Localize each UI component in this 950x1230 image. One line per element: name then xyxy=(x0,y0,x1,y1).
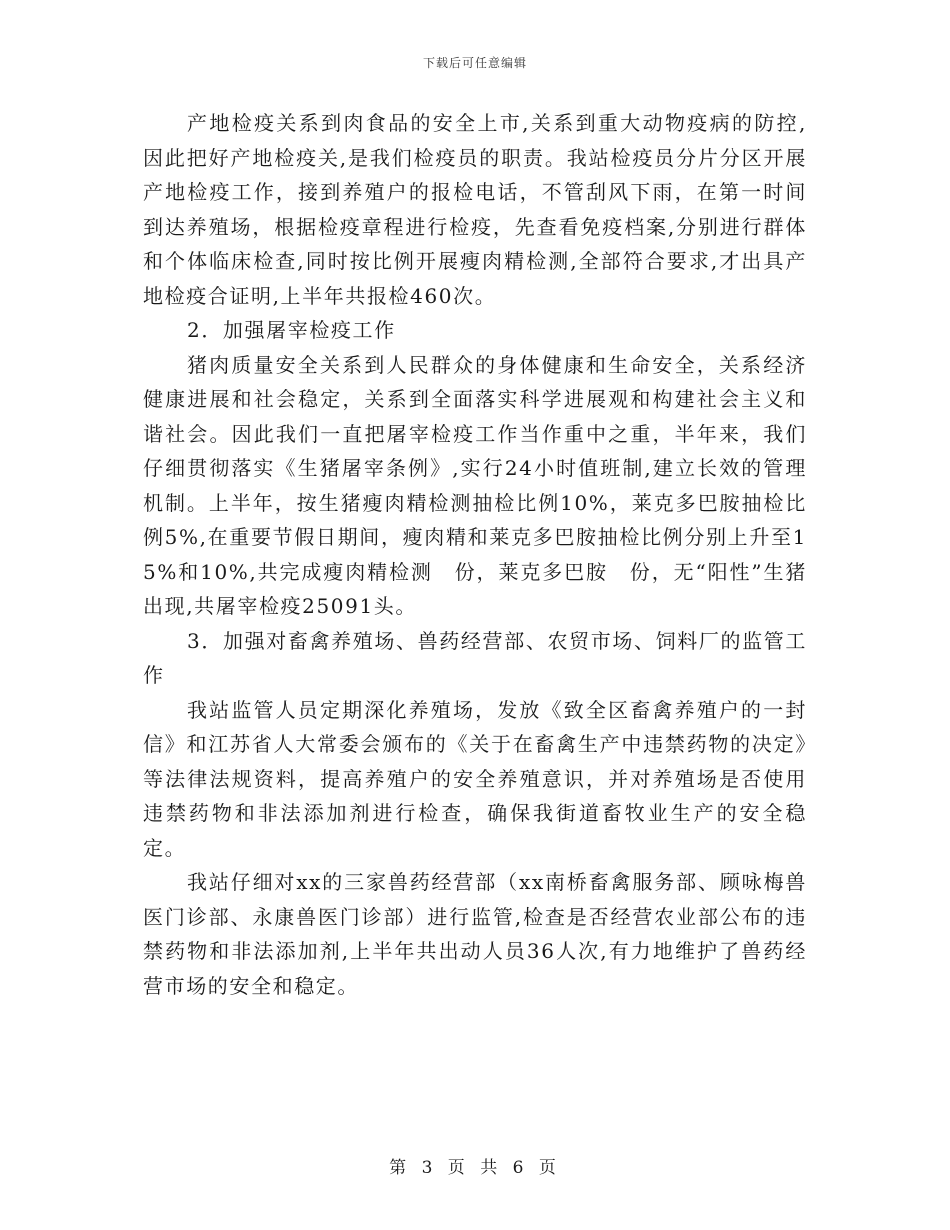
paragraph-origin-quarantine: 产地检疫关系到肉食品的安全上市,关系到重大动物疫病的防控,因此把好产地检疫关,是我们检疫员的职责。我站检疫员分片分区开展产地检疫工作，接到养殖户的报检电话，不管刮风下雨，在第一时间到达养殖场，根据检疫章程进行检疫，先查看免疫档案,分别进行群体和个体临床检查,同时按比例开展瘦肉精检测,全部符合要求,才出具产地检疫合证明,上半年共报检460次。 xyxy=(143,111,807,308)
page-number-footer: 第 3 页 共 6 页 xyxy=(389,1158,561,1178)
section-heading-slaughter: 2．加强屠宰检疫工作 xyxy=(187,318,396,342)
section-heading-supervision: 3．加强对畜禽养殖场、兽药经营部、农贸市场、饲料厂的监管工作 xyxy=(143,628,807,687)
header-note: 下载后可任意编辑 xyxy=(422,56,527,70)
paragraph-farm-supervision: 我站监管人员定期深化养殖场，发放《致全区畜禽养殖户的一封信》和江苏省人大常委会颁布的《关于在畜禽生产中违禁药物的决定》等法律法规资料，提高养殖户的安全养殖意识，并对养殖场是否使用违禁药物和非法添加剂进行检查，确保我街道畜牧业生产的安全稳定。 xyxy=(143,697,807,860)
paragraph-vet-drug-supervision: 我站仔细对xx的三家兽药经营部（xx南桥畜禽服务部、顾咏梅兽医门诊部、永康兽医门诊部）进行监管,检查是否经营农业部公布的违禁药物和非法添加剂,上半年共出动人员36人次,有力地维护了兽药经营市场的安全和稳定。 xyxy=(143,870,807,998)
paragraph-slaughter-quarantine: 猪肉质量安全关系到人民群众的身体健康和生命安全，关系经济健康进展和社会稳定，关系到全面落实科学进展观和构建社会主义和谐社会。因此我们一直把屠宰检疫工作当作重中之重，半年来，我们仔细贯彻落实《生猪屠宰条例》,实行24小时值班制,建立长效的管理机制。上半年，按生猪瘦肉精检测抽检比例10%，莱克多巴胺抽检比例5%,在重要节假日期间，瘦肉精和莱克多巴胺抽检比例分别上升至15%和10%,共完成瘦肉精检测 份，莱克多巴胺 份，无“阳性”生猪出现,共屠宰检疫25091头。 xyxy=(143,352,807,618)
document-body xyxy=(143,106,807,1003)
